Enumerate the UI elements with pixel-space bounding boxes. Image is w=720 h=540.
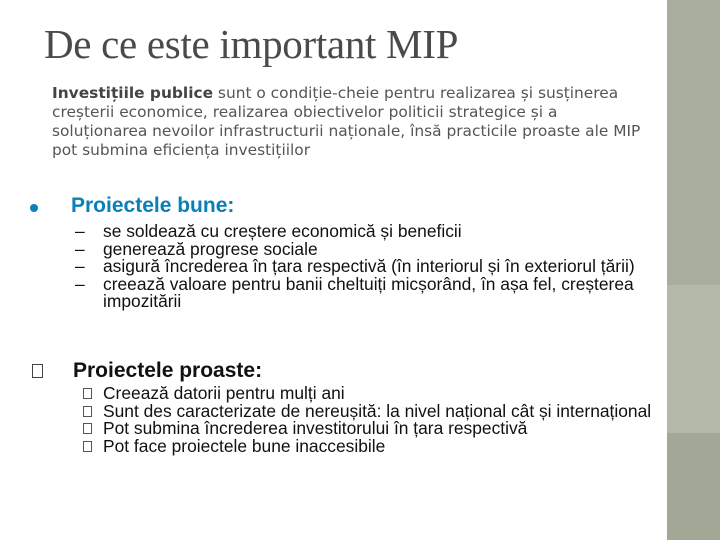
list-item (0, 273, 653, 311)
good-projects-list (0, 223, 653, 311)
list-item (0, 223, 653, 241)
square-bullet-icon (83, 388, 92, 399)
side-bar-block-top (667, 0, 720, 285)
square-bullet-icon (83, 423, 92, 434)
slide-title: De ce este important MIP (44, 21, 459, 67)
intro-bold: Investițiile publice (52, 84, 214, 102)
list-item-text: Pot submina încrederea investitorului în țara respectivă (103, 418, 528, 438)
good-projects-heading: Proiectele bune: (71, 194, 235, 217)
dash-icon: – (75, 221, 85, 241)
dash-icon: – (75, 256, 85, 276)
list-item-text: generează progrese sociale (103, 238, 318, 259)
list-item-text: se soldează cu creștere economică și beneficii (103, 221, 462, 241)
square-bullet-icon (83, 441, 92, 452)
bad-projects-list (0, 385, 663, 455)
decorative-side-bar (667, 0, 720, 540)
list-item-text: Pot face proiectele bune inaccesibile (103, 435, 386, 456)
side-bar-block-bottom (667, 433, 720, 540)
bad-projects-heading: Proiectele proaste: (73, 359, 263, 382)
bullet-dot-icon (30, 204, 38, 212)
list-item (0, 435, 663, 456)
dash-icon: – (75, 273, 85, 294)
dash-icon: – (75, 238, 85, 259)
side-bar-block-middle (667, 285, 720, 433)
list-item-text: Sunt des caracterizate de nereușită: la nivel național cât și internațional (103, 400, 652, 421)
square-bullet-icon (83, 406, 92, 417)
list-item-text: asigură încrederea în țara respectivă (în interiorul și în exteriorul țării) (103, 256, 635, 276)
square-bullet-icon (32, 364, 43, 378)
intro-text: sunt o condiție-cheie pentru realizarea și susținerea creșterii economice, realizarea obiectivelor politicii strategice și a soluționarea nevoilor infrastructurii naționale, însă practicile proaste ale MIP pot submina eficiența investițiilor (52, 84, 641, 159)
list-item-text: creează valoare pentru banii cheltuiți micșorând, în așa fel, creșterea impozitării (103, 273, 634, 311)
intro-paragraph (52, 84, 652, 160)
list-item-text: Creează datorii pentru mulți ani (103, 383, 345, 403)
